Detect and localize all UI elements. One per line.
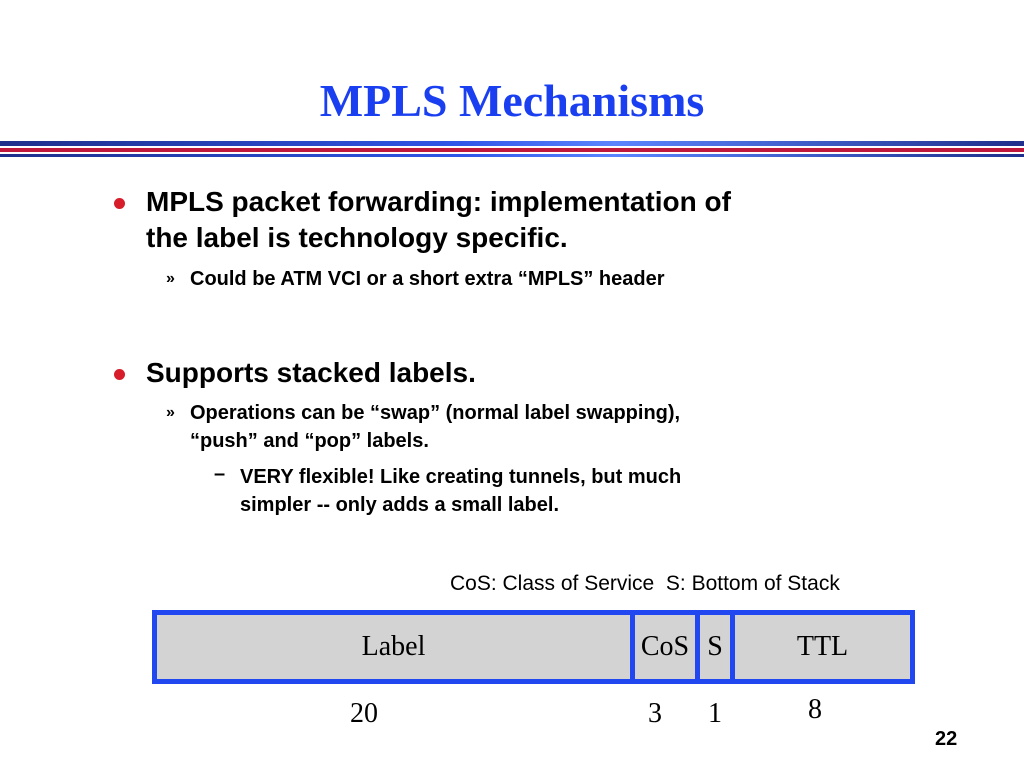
title-rule-middle bbox=[0, 148, 1024, 152]
bits-cos: 3 bbox=[648, 698, 662, 729]
field-ttl: TTL bbox=[796, 631, 849, 662]
bullet-dot-icon bbox=[114, 369, 125, 380]
page-number: 22 bbox=[935, 728, 958, 750]
bullet-1-sub-1: Could be ATM VCI or a short extra “MPLS” header bbox=[190, 268, 665, 290]
field-cos: CoS bbox=[640, 631, 690, 662]
bits-label: 20 bbox=[350, 698, 378, 729]
mpls-header-diagram bbox=[152, 610, 915, 684]
bullet-2-sub-line-2: “push” and “pop” labels. bbox=[190, 430, 429, 452]
title-rule-top bbox=[0, 141, 1024, 146]
title-rule-bottom bbox=[0, 154, 1024, 157]
sub-bullet-marker-icon: » bbox=[166, 404, 175, 421]
bullet-1-line-1: MPLS packet forwarding: implementation of bbox=[146, 186, 731, 217]
bullet-2-subsub-line-1: VERY flexible! Like creating tunnels, but much bbox=[240, 466, 682, 488]
field-label: Label bbox=[361, 631, 426, 662]
dash-marker-icon: – bbox=[214, 463, 226, 485]
bullet-2-sub-line-1: Operations can be “swap” (normal label swapping), bbox=[190, 402, 681, 424]
bullet-2-line-1: Supports stacked labels. bbox=[146, 357, 476, 388]
bits-ttl: 8 bbox=[808, 694, 822, 725]
bullet-1-line-2: the label is technology specific. bbox=[146, 222, 568, 253]
field-s: S bbox=[707, 631, 723, 662]
bullet-2-subsub-line-2: simpler -- only adds a small label. bbox=[240, 494, 559, 516]
diagram-legend: CoS: Class of Service S: Bottom of Stack bbox=[450, 572, 840, 595]
sub-bullet-marker-icon: » bbox=[166, 270, 175, 287]
bits-s: 1 bbox=[708, 698, 722, 729]
slide-title: MPLS Mechanisms bbox=[319, 75, 705, 126]
bullet-dot-icon bbox=[114, 198, 125, 209]
